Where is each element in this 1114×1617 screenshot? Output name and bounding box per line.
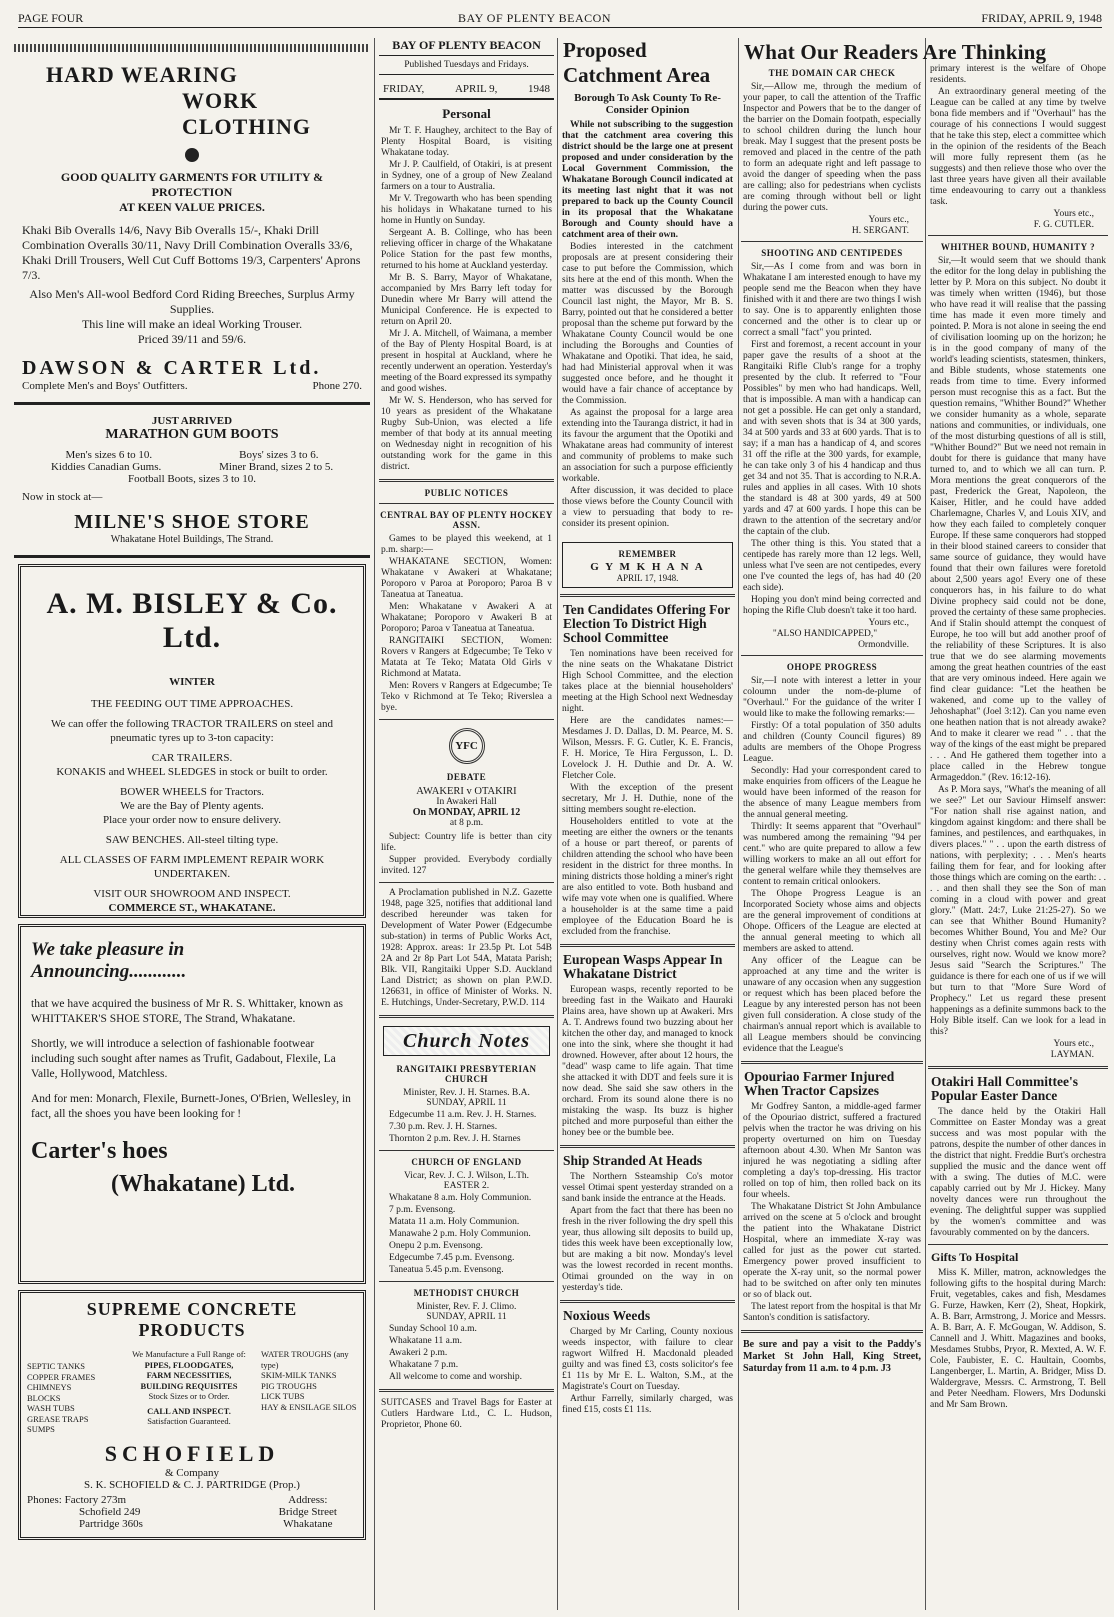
- church-notes-banner: Church Notes: [383, 1026, 550, 1056]
- letter-paragraph: Sir,—Allow me, through the medium of your paper, to call the attention of the Traffic Inspector and Powers that be to the danger of the barrier on the Domain footpath, especially to school children during the lunch hour break. May I suggest that the present posts be removed and placed in the centre of the path to form an adequate right and left passage to avoid the danger of speeding when the pass are calling; also for pedestrians when cyclists are coming through without bell or light during the power cuts.: [743, 82, 921, 213]
- letter-paragraph: primary interest is the welfare of Ohope residents.: [930, 64, 1106, 85]
- firm-name: Carter's hoes: [31, 1138, 168, 1164]
- article-paragraph: The latest report from the hospital is that Mr Santon's condition is satisfactory.: [743, 1302, 921, 1323]
- letter-signature: Ormondville.: [858, 640, 909, 650]
- letter-paragraph: Sir,—It would seem that we should thank the editor for the long delay in publishing the letter by P. Mora on this subject. No doubt it was timely when written (1946), but those who have read it will realise that the passing time has made it even more timely and pointed. P. Mora is not alone in seeing the end of civilisation looming up on the horizon; he is in the good company of many of the world's leading scientists, statesmen, thinkers, and Bible students, whose statements one reads from time to time. Every informed person must recognise this as a fact. But the question remains, "Whither Bound?" Whether we consider humanity as a whole, separate nations and communities, or individuals, one of the most disturbing questions of all is still, "Whither Bound?" But we need not remain in doubt for there is guidance that many have turned to, and to which we all can turn. P. Mora mentions the great conquerors of the past, Frederick the Great, Napoleon, the Kaiser, Hitler, and he could have added Charlemagne, Charles V, and Louis XIV, and how they each failed to completely conquer Europe. If these same conquerors had stopped in their blood stained careers to consider that same source of guidance, they would have found that their own failures were foretold about 2,500 years ago! Every one of these conquerors has, in his failure to do what Divine prophecy said could not be done, proved the certainty of these same prophecies. And if Stalin should attempt the conquest of Europe, he too will but add another proof of the reliability of these Scriptures. It is also true that we do see alarming movements among the great heathen countries of the east that are very ominous indeed. Here again we find clear guidance: "Let the heathen be wakened, and come up to the valley of Jehoshaphat" (Joel 3:12). Can you name even one heathen nation that is not already awake? And to make it clearer we read " . . that the way of the kings of the east might be prepared . . . And He gathered them together into a place called in the Hebrew tongue Armageddon." (Rev. 16:12-16).: [930, 256, 1106, 783]
- ad-row: [22, 449, 362, 461]
- product-item: Stock Sizes or to Order.: [148, 1391, 230, 1401]
- church-service: SUNDAY, APRIL 11: [426, 1312, 507, 1322]
- phone-line: Partridge 360s: [79, 1517, 143, 1530]
- article-paragraph: Arthur Farrelly, similarly charged, was fined £15, costs £1 11s.: [562, 1394, 733, 1415]
- ad-headline: We take pleasure in: [31, 939, 185, 960]
- dateline: [379, 79, 554, 100]
- gymkhana-notice: [562, 542, 733, 588]
- publication-note: Published Tuesdays and Fridays.: [379, 60, 554, 75]
- headline: European Wasps Appear In Whakatane District: [563, 952, 723, 981]
- church-heading: RANGITAIKI PRESBYTERIAN CHURCH: [396, 1064, 537, 1084]
- ad-bisley: [18, 564, 366, 918]
- column-rule: [738, 38, 739, 1610]
- letter-heading: SHOOTING AND CENTIPEDES: [761, 248, 903, 258]
- article-paragraph: Apart from the fact that there has been no fresh in the river following the dry spell this year, thus allowing silt deposits to build up, tides this week have been exceptionally low, but are making a bit now. Monday's level was the lowest recorded in recent months. Otimai grounded on the way in on yesterday's tide.: [562, 1206, 733, 1293]
- letters-column: [741, 64, 923, 1612]
- letter-paragraph: The Ohope Progress League is an Incorporated Society whose aims and objects are the general improvement of conditions at Ohope. Officers of the League are elected at the annual general meeting to which all members are asked to attend.: [743, 889, 921, 954]
- church-service: 7 p.m. Evensong.: [389, 1205, 456, 1215]
- ad-text: SAW BENCHES. All-steel tilting type.: [105, 834, 279, 846]
- advertisement-column: [14, 38, 370, 1612]
- church-service: Awakeri 2 p.m.: [389, 1348, 448, 1358]
- proclamation-text: A Proclamation published in N.Z. Gazette 1948, page 325, notifies that additional land described hereunder was taken for Development of Water Power (Edgecumbe sub-station) in terms of Public Works Act, 1928: Approx. areas: 1r 23.5p Pt. Lot 54B 2A and 2r 8p Part Lot 54A, Matata Parish; Blk. VII, Rangitaiki Upper S.D. Auckland Land District; as shown on plan P.W.D. 126631, in office of Minister of Works. N. E. Hutchings, Under-Secretary, P.W.D. 114: [381, 888, 552, 1008]
- church-service: Whakatane 8 a.m. Holy Communion.: [389, 1193, 532, 1203]
- divider: [560, 1145, 735, 1148]
- ad-headline: PRODUCTS: [138, 1320, 246, 1340]
- product-item: We Manufacture a Full Range of:: [132, 1349, 246, 1359]
- firm-phone: Phone 270.: [312, 380, 362, 392]
- church-service: Edgecumbe 7.45 p.m. Evensong.: [389, 1253, 515, 1263]
- article-paragraph: Charged by Mr Carling, County noxious weeds inspector, with failure to clear ragwort Wilfred H. Macdonald pleaded guilty and was fined £3, costs solicitor's fee £1 11s by Mr E. L. Walton, S.M., at the Magistrate's Court on Tuesday.: [562, 1327, 733, 1392]
- address-line: Bridge Street: [278, 1505, 337, 1518]
- divider: [379, 1281, 554, 1282]
- letter-paragraph: An extraordinary general meeting of the League can be called at any time by twelve bona fide members and if "Overhaul" has the courage of his connections I would suggest that he take this step, elect a committee which in the opinion of the residents of the Beach will more fully represent them (as he suggests) and then relieve those who over the last three years have given all their available time endeavouring to carry out a thankless task.: [930, 87, 1106, 207]
- article-paragraph: Householders entitled to vote at the meeting are either the owners or the tenants of a house or part thereof, or parents of children attending the school who have been resident in the district for three months. In mining districts those holding a miner's right are also entitled to vote. Both husband and wife may vote when one is qualified. Where a householder is at the same time a paid employee of the Education Board he is excluded from the franchise.: [562, 817, 733, 937]
- ad-text: ALL CLASSES OF FARM IMPLEMENT REPAIR WORK UNDERTAKEN.: [59, 854, 325, 880]
- church-service: 7.30 p.m. Rev. J. H. Starnes.: [389, 1122, 498, 1132]
- divider: [928, 1244, 1108, 1245]
- ad-subhead: AT KEEN VALUE PRICES.: [119, 200, 265, 214]
- product-list-left: [27, 1361, 117, 1435]
- ad-headline: MARATHON GUM BOOTS: [105, 427, 279, 442]
- ad-text: Miner Brand, sizes 2 to 5.: [219, 461, 334, 473]
- letter-signoff: Yours etc.,: [868, 215, 909, 225]
- ad-text: Men's sizes 6 to 10.: [65, 449, 153, 461]
- ad-body: Also Men's All-wool Bedford Cord Riding Breeches, Surplus Army Supplies.: [29, 287, 355, 316]
- ad-text: VISIT OUR SHOWROOM AND INSPECT.: [93, 888, 291, 900]
- phones: [27, 1494, 143, 1530]
- headline: Proposed: [563, 38, 647, 62]
- ad-body: Priced 39/11 and 59/6.: [137, 332, 247, 346]
- article-paragraph: Mr Godfrey Santon, a middle-aged farmer of the Opouriao district, suffered a fractured pelvis when the tractor he was driving on his property overturned on him on Tuesday afternoon about 4.30. When Mr Santon was injured he was negotiating a sidling after completing a day's top-dressing. His tractor rolled on top of him, then rolled back on its four wheels.: [743, 1102, 921, 1200]
- ad-body: Shortly, we will introduce a selection of fashionable footwear including such sought after names as Trufit, Gadabout, Flexile, La Valle, Hollywood, Matchless.: [31, 1038, 336, 1080]
- product-item: COPPER FRAMES: [27, 1371, 96, 1382]
- headline: Opouriao Farmer Injured When Tractor Capsizes: [744, 1069, 895, 1098]
- paper-name: BAY OF PLENTY BEACON: [458, 11, 612, 25]
- article-paragraph: Miss K. Miller, matron, acknowledges the following gifts to the hospital during March: Fruit, vegetables, cakes and fish, Mesdames G. Furze, Hawken, Kerr (2), Sheat, Hopkirk, A. B. Barr, Armstrong, J. Morice and Messrs. A. B. Barr, A. F. McGougan, W. Addison, S. Cannell and J. Whitt. Magazines and books, Mesdames Stubbs, Pryor, R. Mexted, A. W. F. Cole, Faubister, E. C. Haultain, Coombs, Langenberger, L. Martin, A. Bridger, Miss D. Waldergrave, Messrs. C. Armstrong, T. Bell and Peter Needham. Flowers, Mrs Dodunski and Mr Sam Brown.: [930, 1268, 1106, 1410]
- ad-text: Kiddies Canadian Gums.: [50, 461, 162, 473]
- product-item: BUILDING REQUISITES: [140, 1380, 238, 1391]
- divider: [928, 235, 1108, 236]
- church-minister: Minister, Rev. J. H. Starnes. B.A.: [403, 1088, 530, 1098]
- ad-body: And for men: Monarch, Flexile, Burnett-Jones, O'Brien, Wellesley, in fact, all the shoes you have been looking for !: [31, 1093, 351, 1120]
- divider: [379, 882, 554, 883]
- personal-item: Mr V. Tregowarth who has been spending his holidays in Whakatane turned to his home in Huntly on Sunday.: [381, 194, 552, 226]
- ad-body: This line will make an ideal Working Trouser.: [81, 317, 303, 331]
- notice-text: Men: Rovers v Rangers at Edgecumbe; Te Teko v Richmond at Te Teko; Riverslea a bye.: [381, 681, 552, 713]
- letter-paragraph: Any officer of the League can be approached at any time and the writer is unaware of any occasion when any suggestion or request which has been placed before the League by any interested person has not been given full consideration. A close study of the chairman's annual report which is available to all League members should be convincing evidence that the League's: [743, 956, 921, 1054]
- firm-name: SCHOFIELD: [104, 1440, 280, 1466]
- divider: [741, 655, 923, 656]
- headline: Ship Stranded At Heads: [563, 1153, 703, 1168]
- address-line: Address:: [288, 1493, 328, 1506]
- dateline-year: 1948: [528, 83, 550, 95]
- bullet-icon: [185, 148, 199, 162]
- notice-text: APRIL 17, 1948.: [616, 573, 679, 583]
- ad-text: WINTER: [169, 676, 215, 688]
- column-rule: [557, 38, 558, 1610]
- church-service: Thornton 2 p.m. Rev. J. H. Starnes: [389, 1134, 521, 1144]
- letter-signature: H. SERGANT.: [851, 226, 909, 236]
- notice-heading: DEBATE: [446, 772, 487, 782]
- product-item: WASH TUBS: [27, 1403, 75, 1413]
- ad-carter-shoes: [18, 924, 366, 1284]
- church-service: All welcome to come and worship.: [389, 1372, 522, 1382]
- product-item: HAY & ENSILAGE SILOS: [261, 1401, 357, 1412]
- product-item: CALL AND INSPECT.: [147, 1405, 231, 1416]
- dateline-date: APRIL 9,: [454, 83, 498, 95]
- product-item: SEPTIC TANKS: [27, 1361, 85, 1371]
- column-rule: [374, 38, 375, 1610]
- ad-headline: HARD WEARING: [46, 62, 238, 87]
- article-paragraph: Ten nominations have been received for the nine seats on the Whakatane District High School Committee, and the election takes place at the biennial householders' meeting at the High School next Wednesday night.: [562, 649, 733, 714]
- headline: Noxious Weeds: [563, 1308, 651, 1323]
- personal-item: Mr T. F. Haughey, architect to the Bay of Plenty Hospital Board, is visiting Whakatane today.: [381, 126, 552, 158]
- notice-text: AWAKERI v OTAKIRI: [416, 786, 517, 797]
- church-service: Taneatua 5.45 p.m. Evensong.: [389, 1265, 504, 1275]
- product-item: Satisfaction Guaranteed.: [147, 1416, 231, 1426]
- letter-paragraph: Secondly: Had your correspondent cared to make enquiries from officers of the League he would have been informed of the reason for the absence of many League members from the annual general meeting.: [743, 766, 921, 820]
- decorative-border: [14, 44, 370, 52]
- notice-text: WHAKATANE SECTION, Women: Whakatane v Awakeri at Whakatane; Poroporo v Paroa at Poroporo; Paroa B v Taneatua at Taneatua.: [381, 557, 552, 600]
- dateline-day: FRIDAY,: [383, 83, 425, 95]
- ad-text: Boys' sizes 3 to 6.: [239, 449, 319, 461]
- article-paragraph: Bodies interested in the catchment proposals are at present considering their case to put before the Commission, which sits here at the end of this month. When the matter was discussed by the Borough Council last night, the Mayor, Mr B. S. Barry, pointed out that he considered a better proposal than the scheme put forward by the Whakatane County Council would be one including the Boroughs and Counties of Whakatane and Opotiki. That idea, he said, had had Ministerial approval when it was suggested once before, and he thought it would have a fair chance of acceptance by the Commission.: [562, 242, 733, 406]
- personal-item: Sergeant A. B. Collinge, who has been relieving officer in charge of the Whakatane Police Station for the past few months, returned to his home at Auckland yesterday.: [381, 228, 552, 271]
- product-lists: [27, 1349, 357, 1435]
- product-item: WATER TROUGHS (any type): [261, 1349, 349, 1370]
- paper-title: BAY OF PLENTY BEACON: [379, 38, 554, 56]
- letter-paragraph: Sir,—I note with interest a letter in your coloumn under the nom-de-plume of "Overhaul." For the guidance of the writer I would like to make the following remarks:—: [743, 676, 921, 719]
- church-service: Sunday School 10 a.m.: [389, 1324, 477, 1334]
- article-paragraph: Here are the candidates names:—Mesdames J. D. Dallas, D. M. Pearce, M. S. Wilson, Messrs. F. G. Cutler, K. E. Francis, F. H. Morice, Te Hira Fergusson, L. D. Lovelock J. H. Duthie and Dr. A. W. Fletcher Cole.: [562, 716, 733, 781]
- letter-signoff: Yours etc.,: [1053, 209, 1094, 219]
- headline: Ten Candidates Offering For Election To District High School Committee: [563, 602, 730, 645]
- ad-text: COMMERCE ST., WHAKATANE.: [108, 902, 276, 914]
- product-list-right: [261, 1349, 357, 1435]
- church-heading: CHURCH OF ENGLAND: [411, 1157, 522, 1167]
- letter-heading: THE DOMAIN CAR CHECK: [768, 68, 896, 78]
- ad-row: [22, 461, 362, 473]
- personal-item: Mr J. P. Caulfield, of Otakiri, is at present in Sydney, one of a group of New Zealand farmers on a tour to Australia.: [381, 160, 552, 192]
- notice-text: On MONDAY, APRIL 12: [412, 807, 521, 818]
- ad-text: Now in stock at—: [22, 491, 103, 503]
- church-minister: Vicar, Rev. J. C. J. Wilson, L.Th.: [403, 1171, 530, 1181]
- church-service: Manawahe 2 p.m. Holy Communion.: [389, 1229, 531, 1239]
- phone-line: Schofield 249: [79, 1505, 141, 1518]
- letters-banner: What Our Readers Are Thinking: [744, 40, 1047, 64]
- notice-text: Subject: Country life is better than city life.: [381, 832, 552, 853]
- subheadline: Borough To Ask County To Re-Consider Opinion: [574, 92, 721, 116]
- store-address: Whakatane Hotel Buildings, The Strand.: [110, 534, 274, 545]
- notice-text: Games to be played this weekend, at 1 p.m. sharp:—: [381, 534, 552, 555]
- letter-paragraph: Thirdly: It seems apparent that "Overhaul" was numbered among the remaining "94 per cent." who are quite prepared to allow a few willing workers to make an all out effort for the general welfare while they themselves are content to remain critical onlookers.: [743, 822, 921, 887]
- firm-name: A. M. BISLEY & Co. Ltd.: [46, 587, 338, 654]
- divider: [741, 1330, 923, 1333]
- page-number: PAGE FOUR: [18, 11, 84, 25]
- ad-subhead: GOOD QUALITY GARMENTS FOR UTILITY & PROTECTION: [60, 170, 324, 199]
- divider: [379, 1015, 554, 1018]
- issue-date: FRIDAY, APRIL 9, 1948: [981, 11, 1102, 25]
- firm-tagline: Complete Men's and Boys' Outfitters.: [22, 380, 188, 392]
- divider: [379, 1389, 554, 1392]
- product-item: SKIM-MILK TANKS: [261, 1370, 337, 1380]
- divider: [560, 594, 735, 597]
- product-item: FARM NECESSITIES,: [146, 1370, 232, 1380]
- article-paragraph: The Northern Ssteamship Co's motor vessel Otimai spent yesterday stranded on a sand bank inside the entrance at the Heads.: [562, 1172, 733, 1204]
- article-paragraph: As against the proposal for a large area extending into the Tauranga district, it had in its favour the argument that the Opotiki and Whakatane areas had community of interest and community of problems to make such an association for such a purpose efficiently workable.: [562, 408, 733, 484]
- editorial-column: [379, 38, 554, 1612]
- product-item: GREASE TRAPS: [27, 1413, 89, 1424]
- section-heading: Personal: [442, 106, 491, 121]
- ad-text: CAR TRAILERS.: [151, 752, 233, 764]
- divider: [741, 241, 923, 242]
- ad-headline: SUPREME CONCRETE: [86, 1299, 298, 1319]
- headline: Catchment Area: [563, 63, 711, 87]
- ad-body: that we have acquired the business of Mr R. S. Whittaker, known as WHITTAKER'S SHOE STORE, The Strand, Whakatane.: [31, 998, 343, 1025]
- divider: [379, 503, 554, 504]
- church-heading: METHODIST CHURCH: [413, 1288, 520, 1298]
- headline: Otakiri Hall Committee's Popular Easter Dance: [931, 1074, 1078, 1103]
- notice-text: Supper provided. Everybody cordially invited. 127: [381, 855, 552, 876]
- letter-signoff: Yours etc.,: [868, 618, 909, 628]
- address-line: Whakatane: [283, 1517, 333, 1530]
- church-service: Whakatane 7 p.m.: [389, 1360, 459, 1370]
- letter-signature: F. G. CUTLER.: [1033, 220, 1094, 230]
- store-name: MILNE'S SHOE STORE: [74, 511, 310, 533]
- classified-ad: SUITCASES and Travel Bags for Easter at Cutlers Hardware Ltd., C. L. Hudson, Proprietor, Phone 60.: [381, 1398, 552, 1430]
- personal-item: Mr W. S. Henderson, who has served for 10 years as president of the Whakatane Rugby Sub-Union, was elected a life member of that body at its annual meeting on Wednesday night in recognition of his outstanding work for the game in this district.: [381, 396, 552, 472]
- divider: [379, 719, 554, 720]
- ad-work-clothing: [14, 58, 370, 405]
- product-item: PIG TROUGHS: [261, 1380, 317, 1391]
- masthead: [18, 8, 1102, 28]
- ad-headline: WORK CLOTHING: [182, 88, 312, 139]
- letter-paragraph: The other thing is this. You stated that a centipede has rarely more than 12 legs. Well, unless what I've seen are not centipedes, every one I've counted the legs of, has had 40 (20 each side).: [743, 539, 921, 593]
- article-paragraph: After discussion, it was decided to place those views before the County Council with a view to persuading that body to re-consider its present opinion.: [562, 486, 733, 529]
- divider: [560, 1300, 735, 1303]
- notice-text: at 8 p.m.: [449, 818, 484, 828]
- classified-ad: Be sure and pay a visit to the Paddy's Market St John Hall, King Street, Saturday from 11 a.m. to 4 p.m. J3: [743, 1339, 921, 1374]
- letter-paragraph: As P. Mora says, "What's the meaning of all we see?" Let our Saviour Himself answer: "For nation shall rise against nation, and kingdom against kingdom: and there shall be famines, and pestilences, and earthquakes, in divers places." " . . upon the earth distress of nations, with perplexity; . . . Men's hearts failing them for fear, and for looking after those things which are coming on the earth: . . . . and then shall they see the Son of man coming in a cloud with power and great glory." (Matt. 24:7, Luke 21:25-27). So we can see that Whither Bound Humanity? becomes Whither Bound, You and Me? Our destiny when Christ comes again rests with ourselves, right now. Would we know more? Jesus said "Search the Scriptures." The guidance is there for each one of us if we will but turn to that "More Sure Word of Prophecy." Let us regard these present happenings as a definite summons back to the Holy Bible itself. Can we look for a lead in this?: [930, 785, 1106, 1037]
- church-service: SUNDAY, APRIL 11: [426, 1098, 507, 1108]
- notice-text: Men: Whakatane v Awakeri A at Whakatane; Poroporo v Awakeri B at Poroporo; Paroa v Taneatua at Taneatua.: [381, 602, 552, 634]
- ad-text: THE FEEDING OUT TIME APPROACHES.: [90, 698, 294, 710]
- firm-name-sub: & Company: [164, 1466, 220, 1479]
- letter-heading: OHOPE PROGRESS: [786, 662, 878, 672]
- product-item: LICK TUBS: [261, 1391, 305, 1401]
- notice-text: G Y M K H A N A: [590, 561, 705, 573]
- ad-text: We can offer the following TRACTOR TRAILERS on steel and pneumatic tyres up to 3-ton capacity:: [50, 718, 334, 744]
- letter-paragraph: First and foremost, a recent account in your paper gave the results of a shoot at the Rangitaiki Rifle Club's range for a trophy presented by the club. It referred to "Four Possibles" by men who had handicaps. Well, that is impossible. A man with a handicap can not get a possible. He can get only a standard, and with seven shots that is 34 at 300 yards, 34 at 500 yards and 33 at 600 yards. That is to say; if a man has a handicap of 4, and scores 31 off the rifle at the 300 yards, for example, he can take only 3 of his 4 handicap and thus get 34 and not 35. That is according to N.R.A. rules and applies in all cases. With 10 shots the standard is 48 at 300 yards, 49 at 500 yards and 47 at 600 yards. I hope this can be drawn to the attention of the secretary and/or the captain of the club.: [743, 340, 921, 537]
- notice-text: REMEMBER: [618, 549, 677, 559]
- letter-paragraph: Hoping you don't mind being corrected and hoping the Rifle Club doesn't take it too hard.: [743, 595, 921, 616]
- church-service: Edgecumbe 11 a.m. Rev. J. H. Starnes.: [389, 1110, 537, 1120]
- letter-signature: LAYMAN.: [1050, 1050, 1094, 1060]
- ad-gum-boots: [14, 405, 370, 558]
- column-rule: [925, 38, 926, 1610]
- product-item: PIPES, FLOODGATES,: [144, 1359, 234, 1370]
- phone-line: Phones: Factory 273m: [27, 1493, 126, 1506]
- personal-item: Mr B. S. Barry, Mayor of Whakatane, accompanied by Mrs Barry left today for Dunedin where Mr Barry will attend the Municipal Conference. He is expected to return on April 20.: [381, 273, 552, 327]
- ad-text: Place your order now to ensure delivery.: [103, 814, 281, 826]
- ad-text: KONAKIS and WHEEL SLEDGES in stock or built to order.: [56, 766, 328, 778]
- divider: [379, 1150, 554, 1151]
- news-column: [560, 38, 735, 1612]
- letters-column-continued: [928, 64, 1108, 1612]
- firm-name: (Whakatane) Ltd.: [111, 1171, 296, 1197]
- product-item: BLOCKS: [27, 1392, 61, 1403]
- notice-text: In Awakeri Hall: [436, 797, 497, 807]
- divider: [560, 944, 735, 947]
- article-paragraph: The dance held by the Otakiri Hall Committee on Easter Monday was a great success and was most popular with the patrons, despite the number of other dances in the district that night. Freddie Burt's orchestra supplied the music and the dance went off with a swing. The duties of M.C. were capably carried out by Mr J. Hickey. Many novelty dances were run throughout the evening. The delightful supper was supplied by the women's committee and was favourably commented on by the dancers.: [930, 1107, 1106, 1238]
- firm-name: DAWSON & CARTER Ltd.: [22, 357, 322, 379]
- letter-signoff: Yours etc.,: [1053, 1039, 1094, 1049]
- church-service: Whakatane 11 a.m.: [389, 1336, 462, 1346]
- ad-body: Khaki Bib Overalls 14/6, Navy Bib Overalls 15/-, Khaki Drill Combination Overalls 30/11, Navy Drill Combination Overalls 33/6, Khaki Drill Trousers, Well Cut Cuff Bottoms 19/3, Carpenters' Aprons 7/3.: [22, 223, 361, 282]
- yfc-emblem-icon: YFC: [449, 728, 485, 764]
- ad-headline: JUST ARRIVED: [151, 415, 233, 427]
- headline: Gifts To Hospital: [931, 1250, 1019, 1264]
- article-lead: While not subscribing to the suggestion that the catchment area covering this district should be the large one at present proposed and under consideration by the Local Government Commission, the Whakatane Borough Council indicated at its meeting last night that it was not prepared to back up the County Council in its proposal that the Whakatane Borough and County should have a catchment area of their own.: [562, 120, 733, 240]
- ad-concrete: [18, 1290, 366, 1540]
- notice-text: RANGITAIKI SECTION, Women: Rovers v Rangers at Edgecumbe; Te Teko v Matata at Te Teko; Matata Old Girls v Richmond at Matata.: [381, 636, 552, 679]
- firm-props: S. K. SCHOFIELD & C. J. PARTRIDGE (Prop.): [84, 1478, 300, 1491]
- ad-text: We are the Bay of Plenty agents.: [120, 800, 264, 812]
- product-item: SUMPS: [27, 1424, 55, 1434]
- firm-footer: [22, 380, 362, 392]
- personal-item: Mr J. A. Mitchell, of Waimana, a member of the Bay of Plenty Hospital Board, is at present in hospital at Auckland, where he recently underwent an operation. Yesterday's meeting of the Board expressed its sympathy and good wishes.: [381, 329, 552, 394]
- ad-text: BOWER WHEELS for Tractors.: [119, 786, 264, 798]
- divider: [928, 1066, 1108, 1069]
- divider: [379, 479, 554, 482]
- letter-paragraph: Sir,—As I come from and was born in Whakatane I am interested enough to have my people send me the Beacon when they have finished with it and there are two things I wish to say. One is to apparently enlighten those concerned and the other is to clear up or correct a small "fact" you printed.: [743, 262, 921, 338]
- address: [279, 1494, 337, 1530]
- product-list-middle: [119, 1349, 259, 1435]
- letter-paragraph: Firstly: Of a total population of 350 adults and children (County Council figures) 89 adults are members of the Ohope Progress League.: [743, 721, 921, 764]
- letter-heading: WHITHER BOUND, HUMANITY ?: [940, 242, 1096, 252]
- contact-block: [27, 1494, 357, 1530]
- article-paragraph: With the exception of the present secretary, Mr J. H. Duthie, none of the sitting members sought re-election.: [562, 783, 733, 815]
- church-service: Matata 11 a.m. Holy Communion.: [389, 1217, 520, 1227]
- ad-text: Football Boots, sizes 3 to 10.: [127, 473, 257, 485]
- product-item: CHIMNEYS: [27, 1382, 72, 1392]
- church-minister: Minister, Rev. F. J. Climo.: [416, 1302, 517, 1312]
- article-paragraph: The Whakatane District St John Ambulance arrived on the scene at 5 o'clock and brought the patient into the Whakatane District Hospital, where an immediate X-ray was called for just as the power cut started. Emergency power proved insufficient to operate the X-ray unit, so the normal power had to be switched on after only ten minutes or so of black out.: [743, 1202, 921, 1300]
- church-service: EASTER 2.: [443, 1181, 490, 1191]
- letter-signature: "ALSO HANDICAPPED,": [772, 629, 878, 639]
- article-paragraph: European wasps, recently reported to be breeding fast in the Waikato and Hauraki Plains area, have shown up at Awakeri. Mrs A. T. Andrews found two buzzing about her kitchen the other day, and managed to knock one into the sink, where she thought it had drowned. However, after about 12 hours, the "dead" wasp came to life again. That time she attacked it with DDT and feels sure it is now dead. She said she saw others in the orchard. From its sound alone there is no mistaking the wasp. Its buzz is higher pitched and more purposeful than either the honey bee or the bumble bee.: [562, 985, 733, 1138]
- divider: [741, 1061, 923, 1064]
- section-heading: PUBLIC NOTICES: [424, 488, 509, 498]
- notice-heading: CENTRAL BAY OF PLENTY HOCKEY ASSN.: [380, 510, 553, 530]
- church-service: Onepu 2 p.m. Evensong.: [389, 1241, 483, 1251]
- ad-headline: Announcing............: [31, 961, 187, 982]
